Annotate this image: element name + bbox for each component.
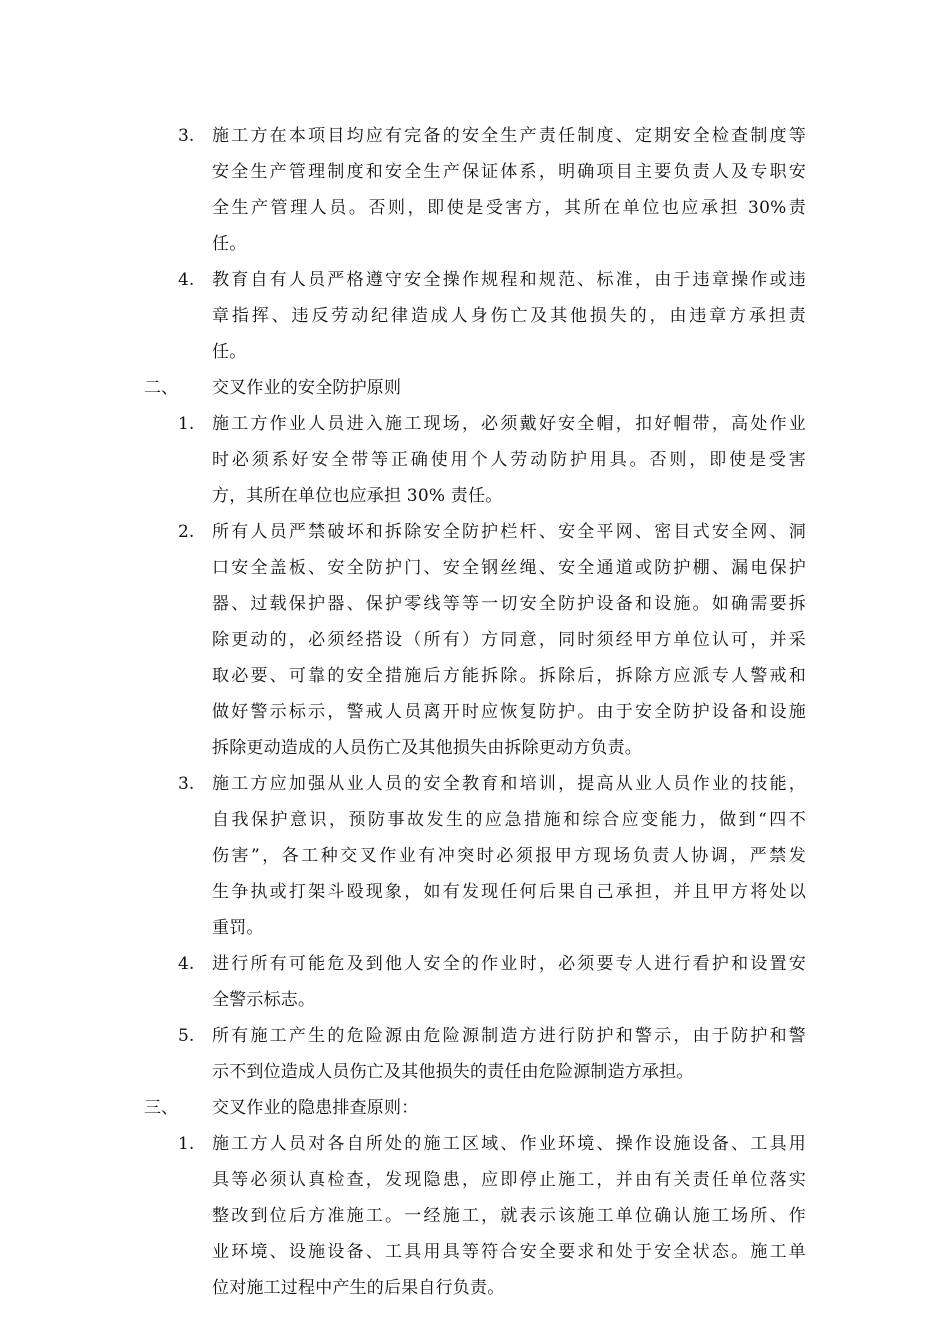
paragraph-line: 施工方在本项目均应有完备的安全生产责任制度、定期安全检查制度等	[212, 126, 806, 146]
paragraph-line: 具等必须认真检查，发现隐患，应即停止施工，并由有关责任单位落实	[212, 1170, 806, 1190]
paragraph-line: 施工方应加强从业人员的安全教育和培训，提高从业人员作业的技能，	[212, 774, 806, 794]
paragraph-line: 全警示标志。	[212, 990, 316, 1010]
section-title: 交叉作业的安全防护原则	[212, 378, 402, 398]
section-title: 交叉作业的隐患排查原则：	[212, 1098, 419, 1118]
paragraph-line: 整改到位后方准施工。一经施工，就表示该施工单位确认施工场所、作	[212, 1206, 806, 1226]
paragraph-line: 时必须系好安全带等正确使用个人劳动防护用具。否则，即使是受害	[212, 450, 806, 470]
paragraph-line: 器、过载保护器、保护零线等等一切安全防护设备和设施。如确需要拆	[212, 594, 806, 614]
paragraph-line: 除更动的，必须经搭设（所有）方同意，同时须经甲方单位认可，并采	[212, 630, 806, 650]
item-number: 3.	[178, 774, 195, 794]
paragraph-line: 重罚。	[212, 918, 264, 938]
item-number: 2.	[178, 522, 195, 542]
paragraph-line: 生争执或打架斗殴现象，如有发现任何后果自己承担，并且甲方将处以	[212, 882, 806, 902]
item-number: 1.	[178, 1134, 195, 1154]
paragraph-line: 伤害”，各工种交叉作业有冲突时必须报甲方现场负责人协调，严禁发	[212, 846, 806, 866]
paragraph-line: 任。	[212, 234, 247, 254]
section-number: 三、	[144, 1098, 178, 1118]
paragraph-line: 全生产管理人员。否则，即使是受害方，其所在单位也应承担 30%责	[212, 198, 806, 218]
paragraph-line: 口安全盖板、安全防护门、安全钢丝绳、安全通道或防护棚、漏电保护	[212, 558, 806, 578]
paragraph-line: 进行所有可能危及到他人安全的作业时，必须要专人进行看护和设置安	[212, 954, 806, 974]
paragraph-line: 安全生产管理制度和安全生产保证体系，明确项目主要负责人及专职安	[212, 162, 806, 182]
item-number: 5.	[178, 1026, 195, 1046]
paragraph-line: 施工方人员对各自所处的施工区域、作业环境、操作设施设备、工具用	[212, 1134, 806, 1154]
paragraph-line: 自我保护意识，预防事故发生的应急措施和综合应变能力，做到“四不	[212, 810, 806, 830]
paragraph-line: 所有人员严禁破坏和拆除安全防护栏杆、安全平网、密目式安全网、洞	[212, 522, 806, 542]
section-number: 二、	[144, 378, 178, 398]
paragraph-line: 示不到位造成人员伤亡及其他损失的责任由危险源制造方承担。	[212, 1062, 694, 1082]
paragraph-line: 拆除更动造成的人员伤亡及其他损失由拆除更动方负责。	[212, 738, 642, 758]
paragraph-line: 业环境、设施设备、工具用具等符合安全要求和处于安全状态。施工单	[212, 1242, 806, 1262]
paragraph-line: 方，其所在单位也应承担 30% 责任。	[212, 486, 503, 506]
paragraph-line: 所有施工产生的危险源由危险源制造方进行防护和警示，由于防护和警	[212, 1026, 806, 1046]
item-number: 4.	[178, 954, 195, 974]
item-number: 1.	[178, 414, 195, 434]
item-number: 4.	[178, 270, 195, 290]
paragraph-line: 施工方作业人员进入施工现场，必须戴好安全帽，扣好帽带，高处作业	[212, 414, 806, 434]
paragraph-line: 教育自有人员严格遵守安全操作规程和规范、标准，由于违章操作或违	[212, 270, 806, 290]
paragraph-line: 位对施工过程中产生的后果自行负责。	[212, 1278, 505, 1298]
paragraph-line: 做好警示标示，警戒人员离开时应恢复防护。由于安全防护设备和设施	[212, 702, 806, 722]
paragraph-line: 章指挥、违反劳动纪律造成人身伤亡及其他损失的，由违章方承担责	[212, 306, 806, 326]
paragraph-line: 任。	[212, 342, 247, 362]
item-number: 3.	[178, 126, 195, 146]
paragraph-line: 取必要、可靠的安全措施后方能拆除。拆除后，拆除方应派专人警戒和	[212, 666, 806, 686]
